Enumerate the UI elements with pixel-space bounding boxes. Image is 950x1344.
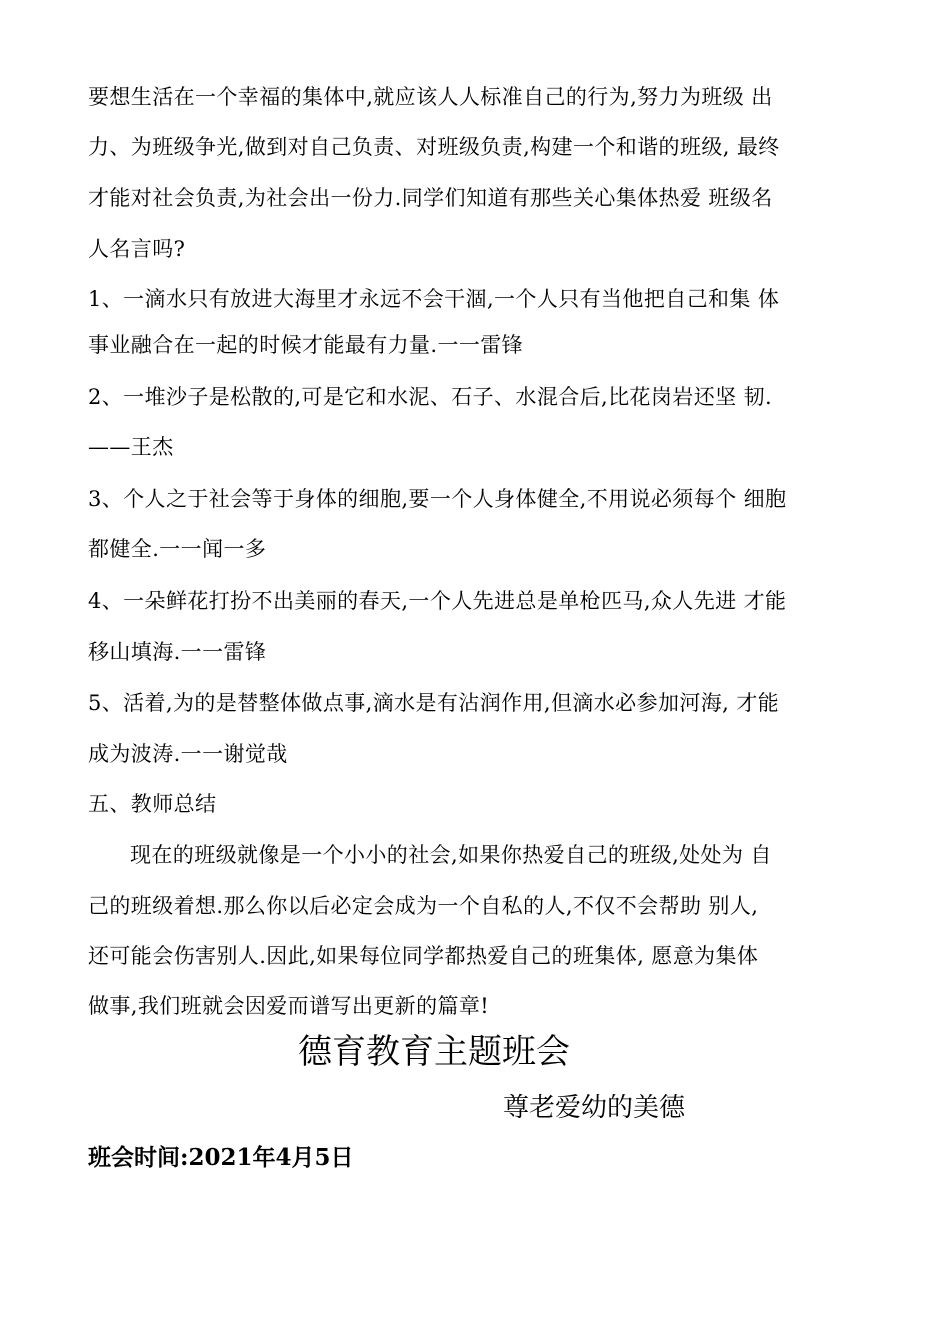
quote-4-line-2: 移山填海.一一雷锋: [88, 640, 267, 664]
quote-2-line-2: ——王杰: [88, 435, 174, 459]
quote-1-line-2: 事业融合在一起的时候才能最有力量.一一雷锋: [88, 333, 524, 357]
quote-4-line-1: 4、一朵鲜花打扮不出美丽的春天,一个人先进总是单枪匹马,众人先进 才能: [88, 589, 787, 613]
summary-line-1: 现在的班级就像是一个小小的社会,如果你热爱自己的班级,处处为 自: [130, 843, 772, 867]
quote-3-line-2: 都健全.一一闻一多: [88, 537, 267, 561]
intro-line-1: 要想生活在一个幸福的集体中,就应该人人标准自己的行为,努力为班级 出: [88, 85, 773, 109]
quote-2-line-1: 2、一堆沙子是松散的,可是它和水泥、石子、水混合后,比花岗岩还坚 韧.: [88, 385, 773, 409]
page-title: 德育教育主题班会: [298, 1032, 570, 1072]
summary-line-2: 己的班级着想.那么你以后必定会成为一个自私的人,不仅不会帮助 别人,: [88, 894, 759, 918]
summary-line-4: 做事,我们班就会因爱而谱写出更新的篇章!: [88, 994, 490, 1018]
quote-5-line-2: 成为波涛.一一谢觉哉: [88, 742, 288, 766]
intro-line-2: 力、为班级争光,做到对自己负责、对班级负责,构建一个和谐的班级, 最终: [88, 135, 780, 159]
quote-1-line-1: 1、一滴水只有放进大海里才永远不会干涸,一个人只有当他把自己和集 体: [88, 287, 780, 311]
meeting-time: 班会时间:2021年4月5日: [88, 1144, 354, 1171]
quote-5-line-1: 5、活着,为的是替整体做点事,滴水是有沾润作用,但滴水必参加河海, 才能: [88, 691, 780, 715]
quote-3-line-1: 3、个人之于社会等于身体的细胞,要一个人身体健全,不用说必须每个 细胞: [88, 487, 787, 511]
page-subtitle: 尊老爱幼的美德: [503, 1093, 686, 1123]
section-heading: 五、教师总结: [88, 792, 217, 816]
summary-line-3: 还可能会伤害别人.因此,如果每位同学都热爱自己的班集体, 愿意为集体: [88, 944, 759, 968]
intro-line-4: 人名言吗?: [88, 237, 186, 261]
intro-line-3: 才能对社会负责,为社会出一份力.同学们知道有那些关心集体热爱 班级名: [88, 186, 773, 210]
